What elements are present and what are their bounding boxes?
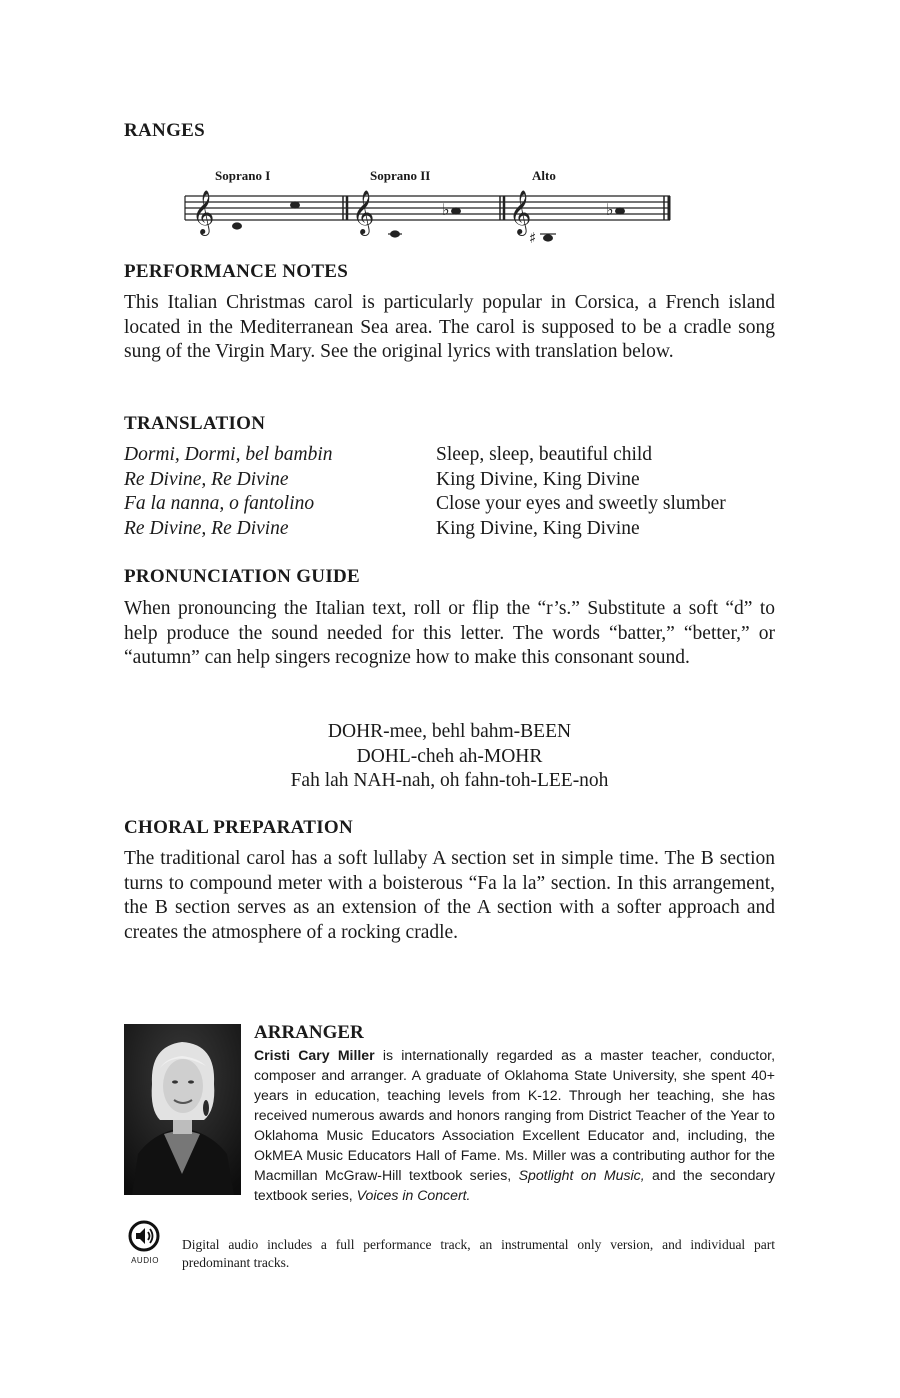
english-line: King Divine, King Divine <box>436 518 640 539</box>
arranger-heading: ARRANGER <box>254 1022 364 1043</box>
arranger-bio-text: and the secondary textbook series, <box>254 1167 775 1203</box>
arranger-photo <box>124 1024 241 1195</box>
italian-line: Dormi, Dormi, bel bambin <box>124 444 333 465</box>
english-line: Close your eyes and sweetly slumber <box>436 493 726 514</box>
italian-line: Re Divine, Re Divine <box>124 469 289 490</box>
book-title: Voices in Concert. <box>356 1187 471 1203</box>
svg-text:𝄞: 𝄞 <box>352 190 375 234</box>
performance-notes-text: This Italian Christmas carol is particularly popular in Corsica, a French island located in the Mediterranean Sea area. The carol is supposed to be a cradle song sung of the Virgin Mary. See the original lyrics with translation below. <box>124 292 775 363</box>
translation-row <box>124 469 784 494</box>
italian-line: Re Divine, Re Divine <box>124 518 289 539</box>
performance-notes-heading: PERFORMANCE NOTES <box>124 261 349 282</box>
arranger-name: Cristi Cary Miller <box>254 1047 375 1063</box>
range-label-soprano-1: Soprano I <box>215 168 271 183</box>
arranger-bio-text: is internationally regarded as a master teacher, conductor, composer and arranger. A graduate of Oklahoma State University, she spent 40+ years in education, teaching levels from K-12. Through her teaching, she has received numerous awards and honors ranging from District Teacher of the Year to Oklahoma Music Educators Association Excellent Educator and, including, the OkMEA Music Educators Hall of Fame. Ms. Miller was a contributing author for the Macmillan McGraw-Hill textbook series, <box>254 1047 775 1183</box>
pronunciation-line: Fah lah NAH-nah, oh fahn-toh-LEE-noh <box>290 770 609 791</box>
range-label-soprano-2: Soprano II <box>370 168 431 183</box>
translation-heading: TRANSLATION <box>124 413 266 434</box>
pronunciation-text: When pronouncing the Italian text, roll or flip the “r’s.” Substitute a soft “d” to help produce the sound needed for this letter. The words “batter,” “better,” or “autumn” can help singers recognize how to make this consonant sound. <box>124 598 775 669</box>
pronunciation-heading: PRONUNCIATION GUIDE <box>124 566 361 587</box>
arranger-bio <box>254 1045 775 1205</box>
translation-row <box>124 444 784 469</box>
translation-row <box>124 518 784 543</box>
pronunciation-line: DOHL-cheh ah-MOHR <box>356 746 543 767</box>
svg-text:♭: ♭ <box>606 200 614 219</box>
translation-row <box>124 493 784 518</box>
audio-speaker-icon <box>128 1220 160 1268</box>
ranges-staff <box>180 168 680 248</box>
english-line: King Divine, King Divine <box>436 469 640 490</box>
ranges-heading: RANGES <box>124 120 205 141</box>
svg-text:♭: ♭ <box>442 200 450 219</box>
book-title: Spotlight on Music, <box>518 1167 645 1183</box>
italian-line: Fa la nanna, o fantolino <box>124 493 315 514</box>
svg-text:𝄞: 𝄞 <box>509 190 532 234</box>
choral-preparation-text: The traditional carol has a soft lullaby A section set in simple time. The B section turns to compound meter with a boisterous “Fa la la” section. In this arrangement, the B section serves as an extension of the A section with a softer approach and creates the atmosphere of a rocking cradle. <box>124 848 775 943</box>
range-label-alto: Alto <box>532 168 556 183</box>
english-line: Sleep, sleep, beautiful child <box>436 444 653 465</box>
svg-text:♯: ♯ <box>529 229 537 247</box>
audio-note: Digital audio includes a full performance track, an instrumental only version, and individual part predominant tracks. <box>182 1237 775 1270</box>
choral-preparation-heading: CHORAL PREPARATION <box>124 817 354 838</box>
audio-label: AUDIO <box>131 1256 159 1265</box>
pronunciation-line: DOHR-mee, behl bahm-BEEN <box>327 721 572 742</box>
svg-text:𝄞: 𝄞 <box>192 190 215 234</box>
